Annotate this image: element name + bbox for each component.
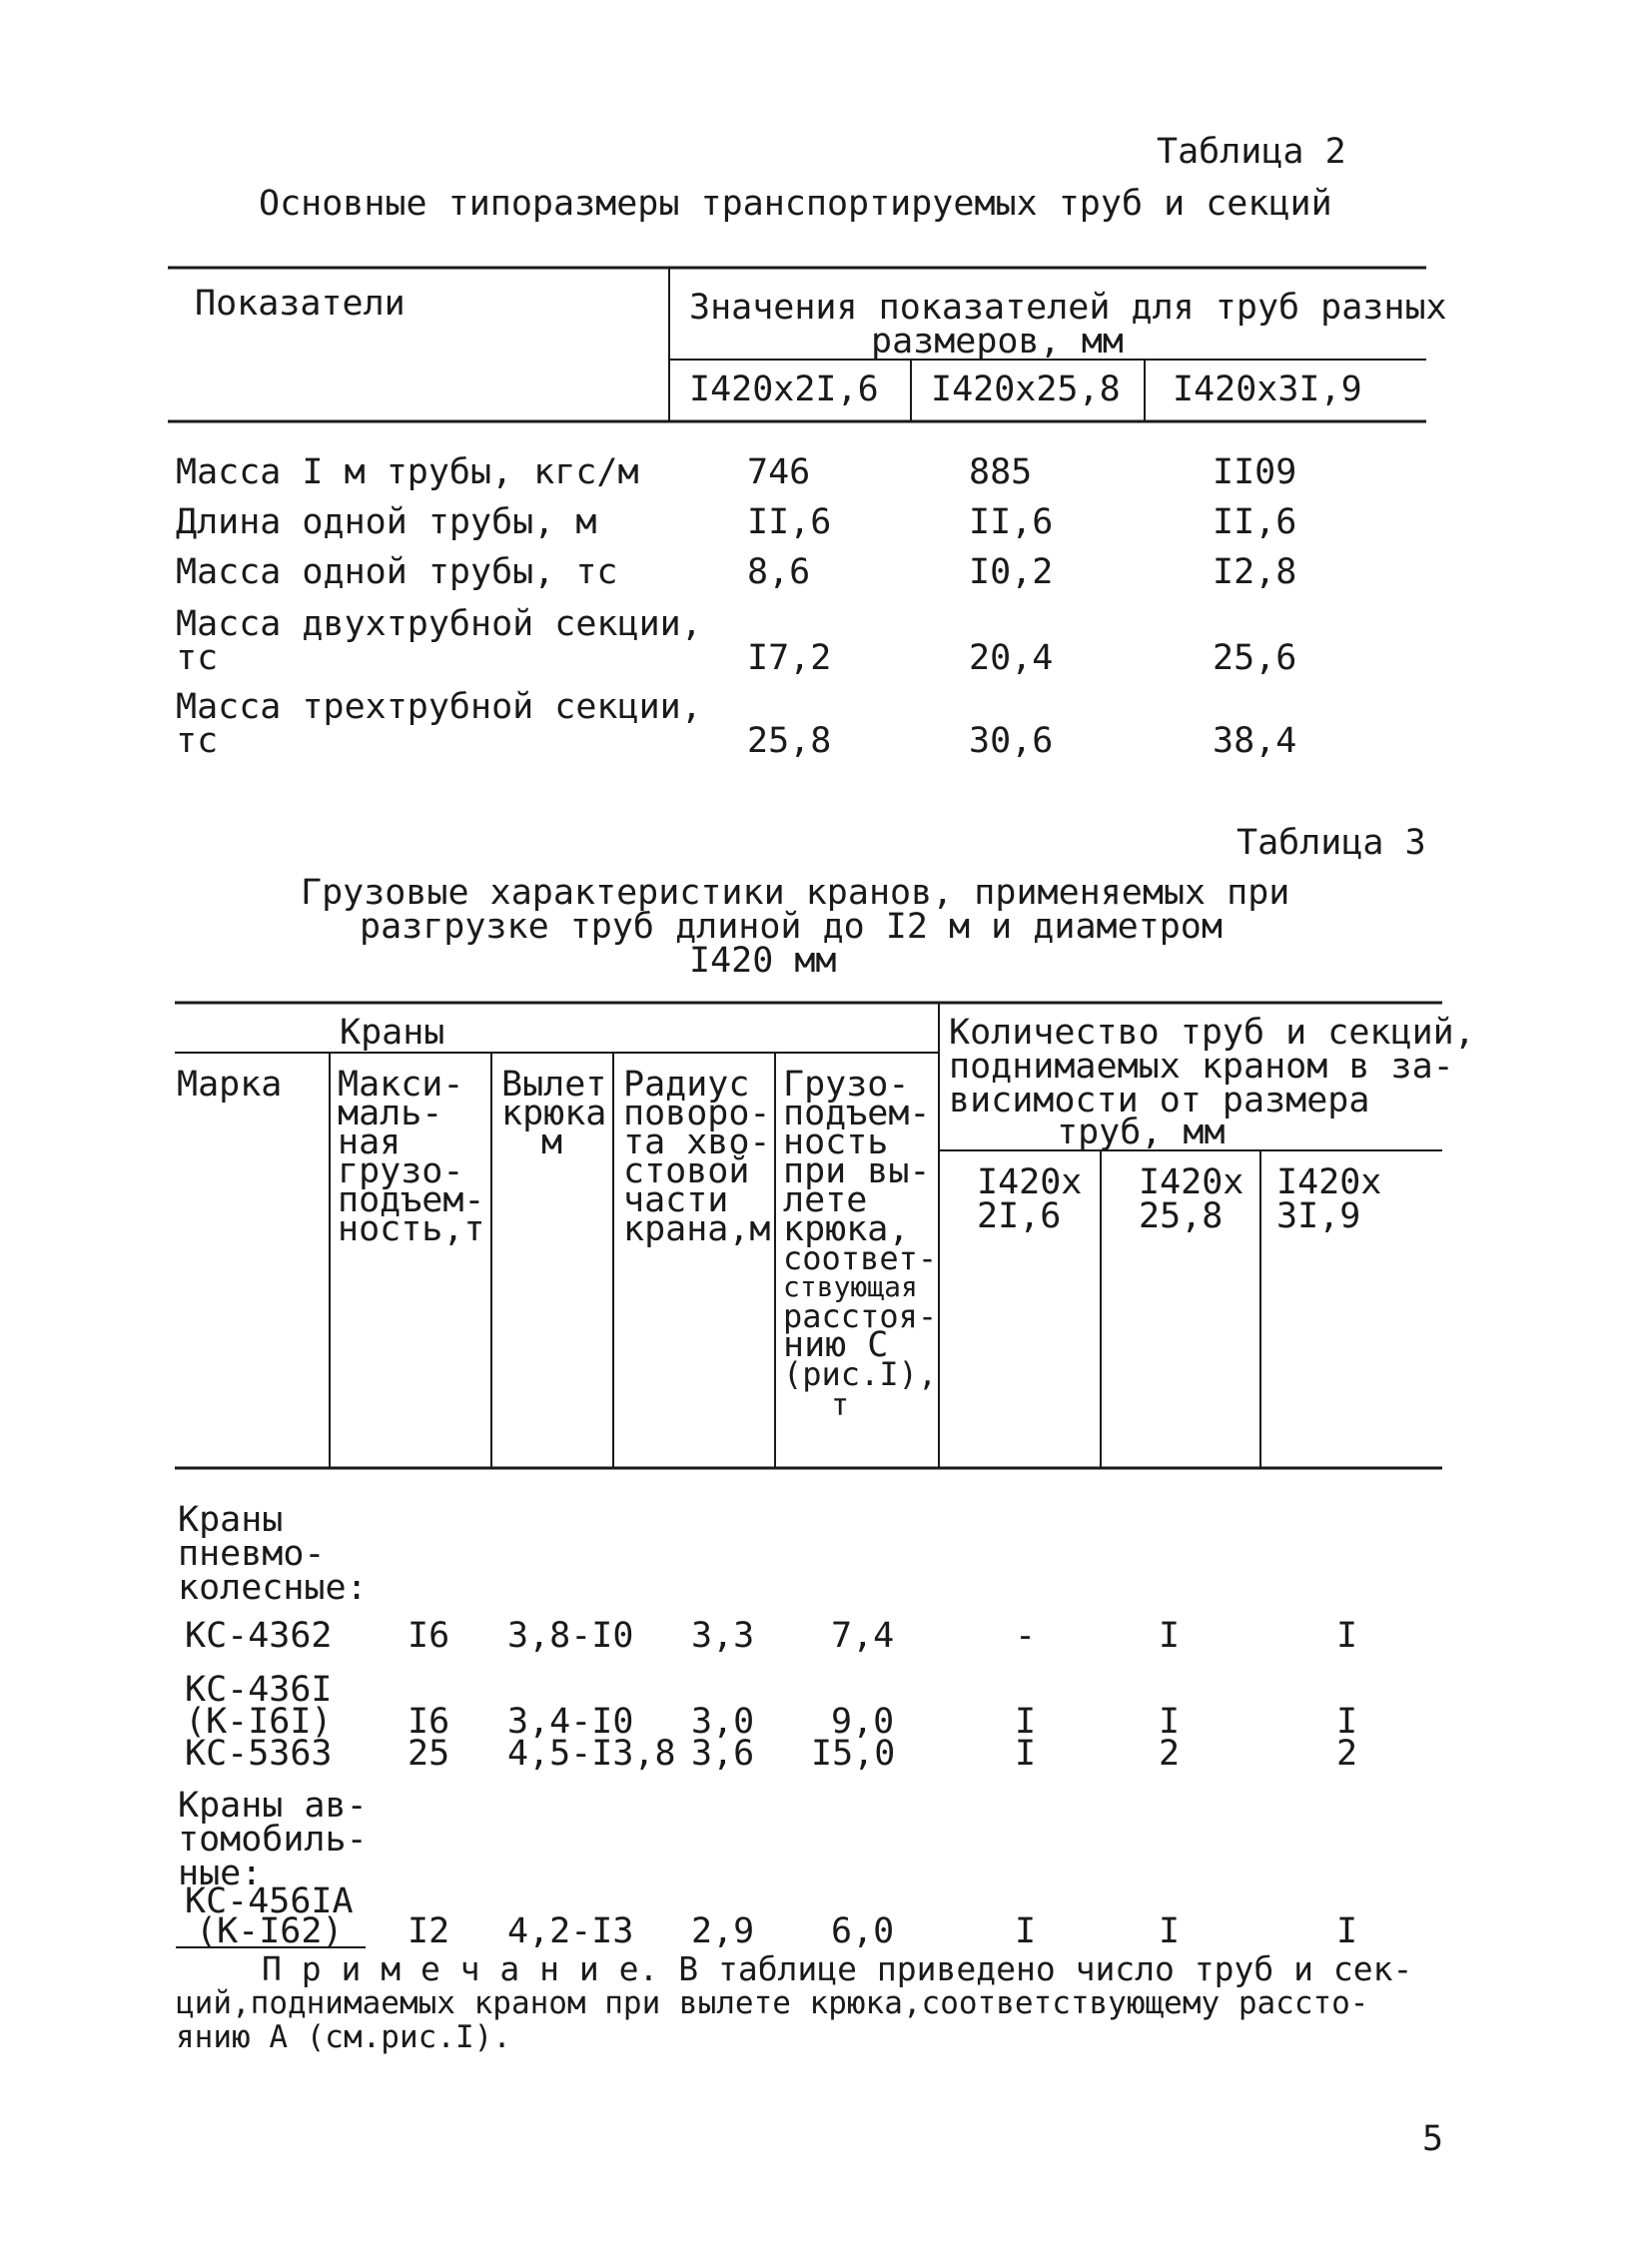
- crane-marka-cont: (К-I6I): [185, 1702, 333, 1742]
- group-title: колесные:: [178, 1568, 368, 1608]
- table-3-cell: 2: [1336, 1734, 1358, 1774]
- table-3-cell: I: [1015, 1911, 1037, 1951]
- table-3-header-tail-radius: крана,м: [623, 1209, 771, 1249]
- table-2-title: Основные типоразмеры транспортируемых труб и секций: [259, 184, 1332, 224]
- table-3-header-tail-radius: Радиус: [623, 1065, 750, 1105]
- table-3-header-capacity-at-reach: соответ-: [783, 1239, 938, 1277]
- table-3-header-capacity-at-reach: Грузо-: [783, 1065, 910, 1105]
- table-3-cell: 6,0: [831, 1911, 895, 1951]
- table-3-cell: I: [1159, 1702, 1181, 1742]
- table-2-row-label: Масса одной трубы, тс: [176, 552, 618, 592]
- table-2-cell: 885: [969, 452, 1033, 492]
- table-3-cell: I6: [408, 1616, 450, 1656]
- table-2-size-col-1: I420x2I,6: [689, 370, 879, 409]
- table-3-header-boom-reach: крюка: [501, 1094, 607, 1133]
- table-2-header-indicators: Показатели: [195, 284, 406, 324]
- table-3-cell: 4,5-I3,8: [507, 1734, 676, 1774]
- table-3-size-col-2: I420x: [1139, 1162, 1244, 1202]
- note-line: ций,поднимаемых краном при вылете крюка,соответствующему рассто-: [176, 1985, 1369, 2021]
- note-line: П р и м е ч а н и е. В таблице приведено число труб и сек-: [262, 1949, 1413, 1988]
- table-3-cell: 4,2-I3: [507, 1911, 634, 1951]
- table-2-cell: I0,2: [969, 552, 1054, 592]
- table-2-cell: I7,2: [747, 638, 832, 678]
- page-number: 5: [1422, 2119, 1444, 2159]
- table-2-row-label: Масса I м трубы, кгс/м: [176, 452, 639, 492]
- table-3-title-line3: I420 мм: [689, 941, 837, 981]
- table-3-cell: 25: [408, 1734, 450, 1774]
- table-2-cell: II09: [1213, 452, 1297, 492]
- table-3-header-max-capacity: маль-: [338, 1094, 443, 1133]
- table-3-cell: 3,6: [691, 1734, 755, 1774]
- table-3-cell: 2: [1159, 1734, 1181, 1774]
- table-2-cell: 8,6: [747, 552, 811, 592]
- table-2-header-values-line1: Значения показателей для труб разных: [689, 288, 1447, 328]
- table-3-cell: 3,8-I0: [507, 1616, 634, 1656]
- table-3-header-tail-radius: части: [623, 1180, 729, 1220]
- table-2-row-label-cont: тс: [176, 721, 219, 761]
- table-3-cell: 7,4: [831, 1616, 895, 1656]
- table-3-header-tail-radius: поворо-: [623, 1094, 771, 1133]
- table-3-cell: I5,0: [811, 1734, 896, 1774]
- table-3-header-capacity-at-reach: лете: [783, 1180, 868, 1220]
- table-3-cell: 3,4-I0: [507, 1702, 634, 1742]
- table-3-cell: I2: [408, 1911, 450, 1951]
- table-2-row-label: Масса двухтрубной секции,: [176, 604, 702, 644]
- table-2-cell: 20,4: [969, 638, 1054, 678]
- table-3-cell: 3,0: [691, 1702, 755, 1742]
- table-3-header-count-group: Количество труб и секций,: [949, 1013, 1475, 1053]
- crane-marka: КС-456IA: [185, 1881, 354, 1921]
- group-title: Краны: [178, 1500, 284, 1540]
- table-3-cell: 9,0: [831, 1702, 895, 1742]
- table-2-cell: 25,6: [1213, 638, 1297, 678]
- table-3-size-col-3: 3I,9: [1276, 1196, 1361, 1236]
- table-2-size-col-2: I420x25,8: [931, 370, 1121, 409]
- table-3-cell: -: [1015, 1616, 1037, 1656]
- group-title: томобиль-: [178, 1820, 368, 1860]
- table-2-cell: II,6: [969, 502, 1054, 542]
- group-title: Краны ав-: [178, 1786, 368, 1826]
- table-2-row-label: Длина одной трубы, м: [176, 502, 597, 542]
- group-title: пневмо-: [178, 1534, 326, 1574]
- crane-marka: КС-436I: [185, 1670, 333, 1710]
- table-3-header-tail-radius: стовой: [623, 1151, 750, 1191]
- crane-marka-cont: (К-I62): [196, 1911, 344, 1951]
- table-3-header-capacity-at-reach: нию С: [783, 1325, 889, 1365]
- table-2-row-label: Масса трехтрубной секции,: [176, 687, 702, 727]
- table-2-size-col-3: I420x3I,9: [1173, 370, 1362, 409]
- table-3-header-cranes: Краны: [340, 1013, 445, 1053]
- table-3-header-capacity-at-reach: (рис.I),: [783, 1355, 938, 1393]
- table-3-header-capacity-at-reach: крюка,: [783, 1209, 910, 1249]
- table-3-header-max-capacity: грузо-: [338, 1151, 464, 1191]
- table-2-cell: I2,8: [1213, 552, 1297, 592]
- table-3-cell: 2,9: [691, 1911, 755, 1951]
- table-2-cell: 746: [747, 452, 811, 492]
- table-3-cell: 3,3: [691, 1616, 755, 1656]
- table-3-title-line1: Грузовые характеристики кранов, применяемых при: [301, 873, 1290, 913]
- table-3-size-col-1: 2I,6: [977, 1196, 1062, 1236]
- table-3-header-max-capacity: ность,т: [338, 1209, 485, 1249]
- table-3-cell: I: [1159, 1911, 1181, 1951]
- table-3-cell: I6: [408, 1702, 450, 1742]
- table-3-header-capacity-at-reach: подъем-: [783, 1094, 931, 1133]
- table-3-header-capacity-at-reach: ствующая: [783, 1270, 918, 1303]
- table-3-header-capacity-at-reach: т: [831, 1388, 850, 1423]
- table-3-header-capacity-at-reach: при вы-: [783, 1151, 931, 1191]
- table-2-cell: 30,6: [969, 721, 1054, 761]
- table-3-label: Таблица 3: [1237, 823, 1426, 863]
- table-2-cell: II,6: [747, 502, 832, 542]
- table-3-cell: I: [1159, 1616, 1181, 1656]
- group-title: ные:: [178, 1854, 263, 1893]
- table-2-cell: II,6: [1213, 502, 1297, 542]
- table-3-cell: I: [1336, 1616, 1358, 1656]
- table-2-row-label-cont: тс: [176, 638, 219, 678]
- table-3-header-max-capacity: подъем-: [338, 1180, 485, 1220]
- table-3-header-tail-radius: та хво-: [623, 1122, 771, 1162]
- table-3-size-col-2: 25,8: [1139, 1196, 1224, 1236]
- table-3-header-marka: Марка: [177, 1065, 283, 1105]
- crane-marka: КС-4362: [185, 1616, 333, 1656]
- table-3-cell: I: [1336, 1702, 1358, 1742]
- crane-marka: КС-5363: [185, 1734, 333, 1774]
- table-3-header-max-capacity: Макси-: [338, 1065, 464, 1105]
- table-3-title-line2: разгрузке труб длиной до I2 м и диаметром: [360, 907, 1223, 947]
- table-3-header-boom-reach: Вылет: [501, 1065, 607, 1105]
- table-3-header-count-group: висимости от размера: [949, 1081, 1370, 1121]
- table-3-size-col-1: I420x: [977, 1162, 1083, 1202]
- table-3-header-max-capacity: ная: [338, 1122, 402, 1162]
- table-3-header-count-group: поднимаемых краном в за-: [949, 1047, 1454, 1087]
- table-3-header-count-group: труб, мм: [1057, 1113, 1226, 1152]
- table-2-cell: 38,4: [1213, 721, 1297, 761]
- note-line: янию А (см.рис.I).: [176, 2019, 511, 2055]
- table-2-label: Таблица 2: [1157, 132, 1346, 172]
- table-3-header-capacity-at-reach: расстоя-: [783, 1297, 938, 1335]
- table-2-cell: 25,8: [747, 721, 832, 761]
- table-3-size-col-3: I420x: [1276, 1162, 1382, 1202]
- table-3-cell: I: [1015, 1702, 1037, 1742]
- table-3-cell: I: [1336, 1911, 1358, 1951]
- table-3-header-capacity-at-reach: ность: [783, 1122, 889, 1162]
- table-2-header-values-line2: размеров, мм: [871, 322, 1124, 362]
- table-3-header-boom-reach: м: [541, 1122, 563, 1162]
- table-3-cell: I: [1015, 1734, 1037, 1774]
